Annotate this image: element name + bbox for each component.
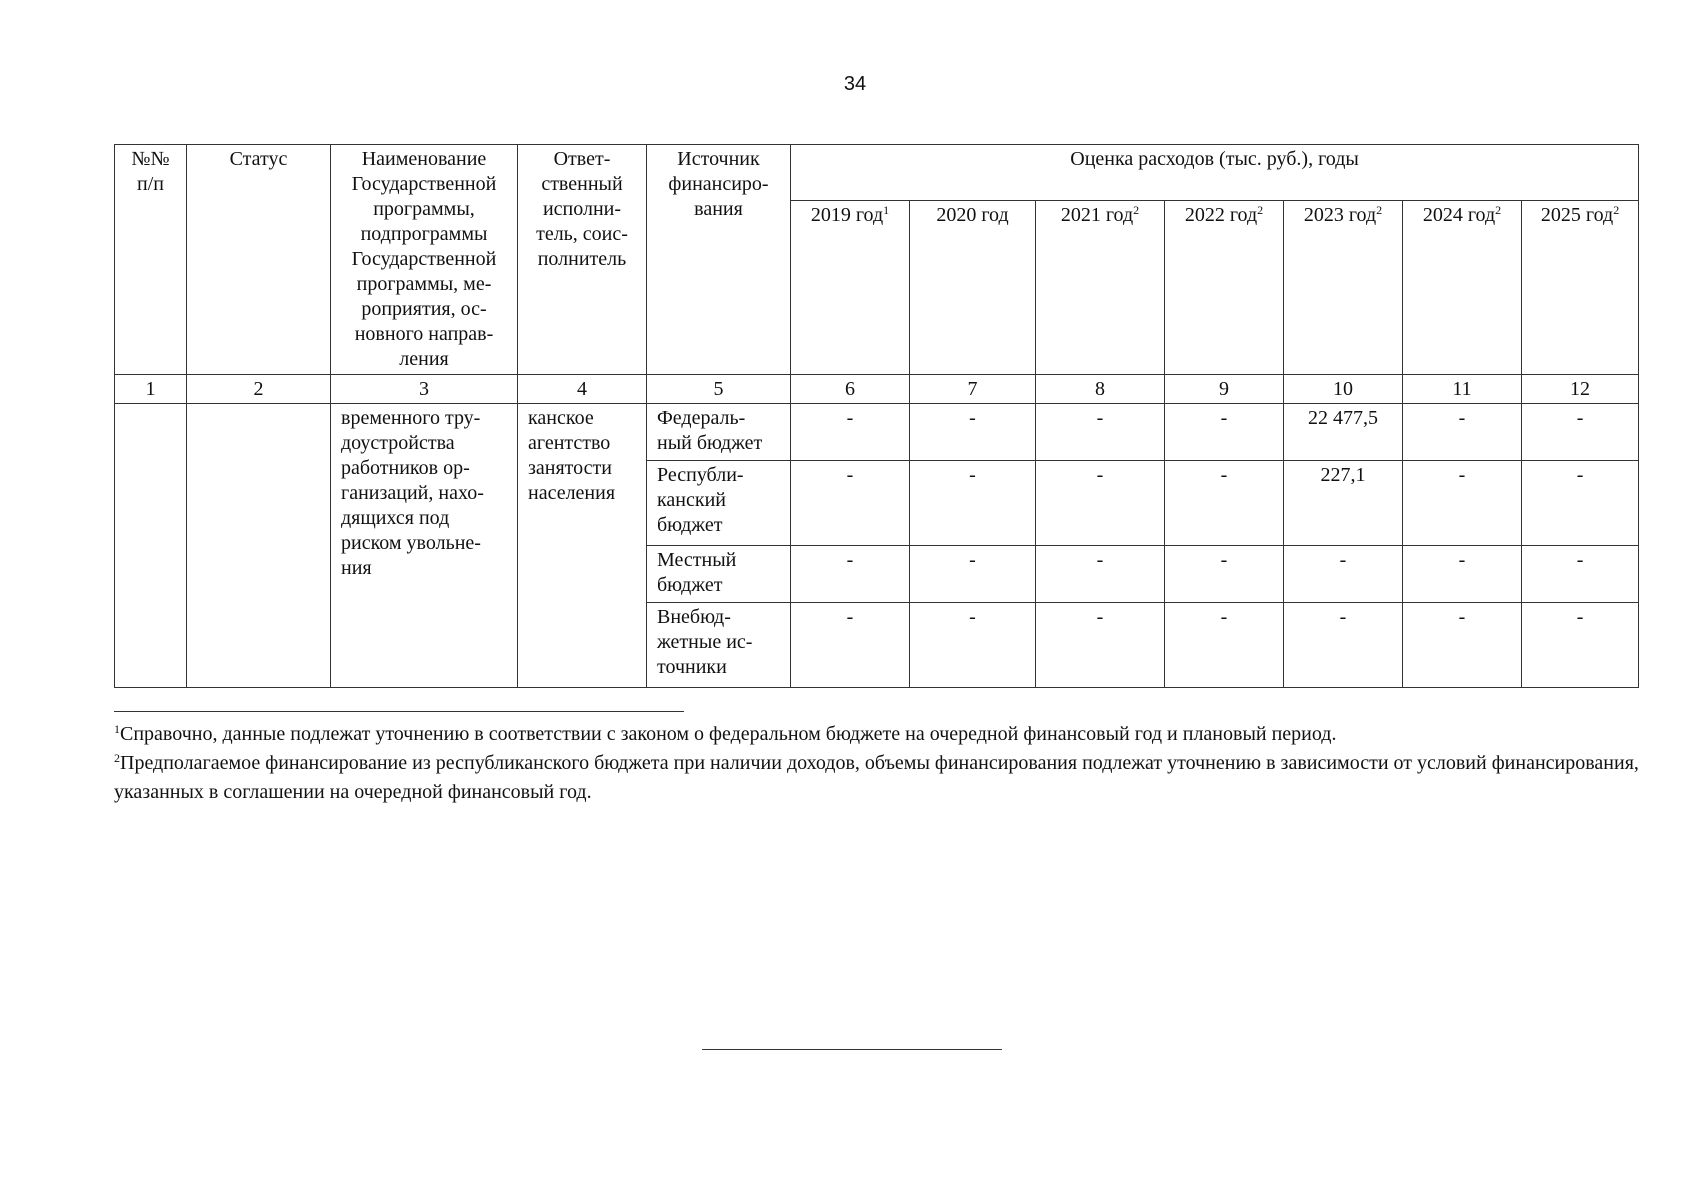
value-cell: - [1403,546,1522,603]
header-year: 2025 год$^2$ [1522,201,1639,375]
header-status: Статус [187,145,331,375]
footnote-2 [114,749,1644,807]
value-cell: - [1522,404,1639,461]
footnote-text: Предполагаемое финансирование из республиканского бюджета при наличии доходов, объемы финансирования подлежат уточнению в зависимости от условий финансирования, указанных в соглашении на очередной финансовый год. [114,752,1639,803]
header-year: 2019 год$^1$ [791,201,910,375]
column-number: 2 [187,375,331,404]
header-responsible: Ответ- ственный исполни- тель, соис- полнитель [518,145,647,375]
header-num: №№ п/п [115,145,187,375]
column-number: 5 [647,375,791,404]
header-row-top [115,145,1639,201]
value-cell: 227,1 [1284,461,1403,546]
footnote-mark: 2 [114,751,120,765]
column-number: 9 [1165,375,1284,404]
header-year: 2022 год$^2$ [1165,201,1284,375]
value-cell: - [791,461,910,546]
column-number: 4 [518,375,647,404]
value-cell: - [910,461,1036,546]
header-expenses-title: Оценка расходов (тыс. руб.), годы [791,145,1639,201]
column-number: 11 [1403,375,1522,404]
value-cell: - [1165,603,1284,688]
value-cell: - [1036,546,1165,603]
footnote-mark: 1 [883,203,890,217]
source-label: Местный бюджет [647,546,791,603]
row-name-cell: временного тру- доустройства работников ор- ганизаций, нахо- дящихся под риском увольне- ния [331,404,518,688]
value-cell: - [910,404,1036,461]
value-cell: - [1403,461,1522,546]
value-cell: - [1403,603,1522,688]
page-number: 34 [843,73,867,95]
header-year: 2024 год$^2$ [1403,201,1522,375]
value-cell: - [1284,603,1403,688]
source-label: Внебюд- жетные ис- точники [647,603,791,688]
value-cell: - [1036,603,1165,688]
value-cell: - [1284,546,1403,603]
footnote-1 [114,720,1644,749]
column-number-row [115,375,1639,404]
value-cell: - [1165,546,1284,603]
value-cell: - [791,603,910,688]
source-label: Республи- канский бюджет [647,461,791,546]
footnote-mark: 2 [1376,203,1383,217]
value-cell: - [1036,404,1165,461]
value-cell: - [1036,461,1165,546]
footnote-mark: 2 [1257,203,1264,217]
value-cell: - [1165,461,1284,546]
value-cell: - [1403,404,1522,461]
footnote-text: Справочно, данные подлежат уточнению в соответствии с законом о федеральном бюджете на очередной финансовый год и плановый период. [120,723,1337,745]
header-year: 2021 год$^2$ [1036,201,1165,375]
table-row [115,404,1639,461]
header-source: Источник финансиро- вания [647,145,791,375]
column-number: 12 [1522,375,1639,404]
budget-table [114,144,1639,688]
value-cell: - [910,603,1036,688]
row-responsible-cell: канское агентство занятости населения [518,404,647,688]
row-status-cell [187,404,331,688]
header-year: 2023 год$^2$ [1284,201,1403,375]
header-year: 2020 год [910,201,1036,375]
value-cell: 22 477,5 [1284,404,1403,461]
source-label: Федераль- ный бюджет [647,404,791,461]
value-cell: - [910,546,1036,603]
column-number: 10 [1284,375,1403,404]
footnote-mark: 2 [1133,203,1140,217]
value-cell: - [791,404,910,461]
column-number: 7 [910,375,1036,404]
value-cell: - [1522,546,1639,603]
column-number: 3 [331,375,518,404]
end-divider [702,1049,1002,1050]
footnote-mark: 1 [114,722,120,736]
header-name: Наименование Государственной программы, подпрограммы Государственной программы, ме- роприятия, ос- новного направ- ления [331,145,518,375]
footnote-mark: 2 [1495,203,1502,217]
footnotes [114,708,1644,807]
row-num-cell [115,404,187,688]
value-cell: - [1165,404,1284,461]
value-cell: - [1522,603,1639,688]
column-number: 1 [115,375,187,404]
column-number: 8 [1036,375,1165,404]
value-cell: - [791,546,910,603]
column-number: 6 [791,375,910,404]
value-cell: - [1522,461,1639,546]
footnote-mark: 2 [1613,203,1620,217]
